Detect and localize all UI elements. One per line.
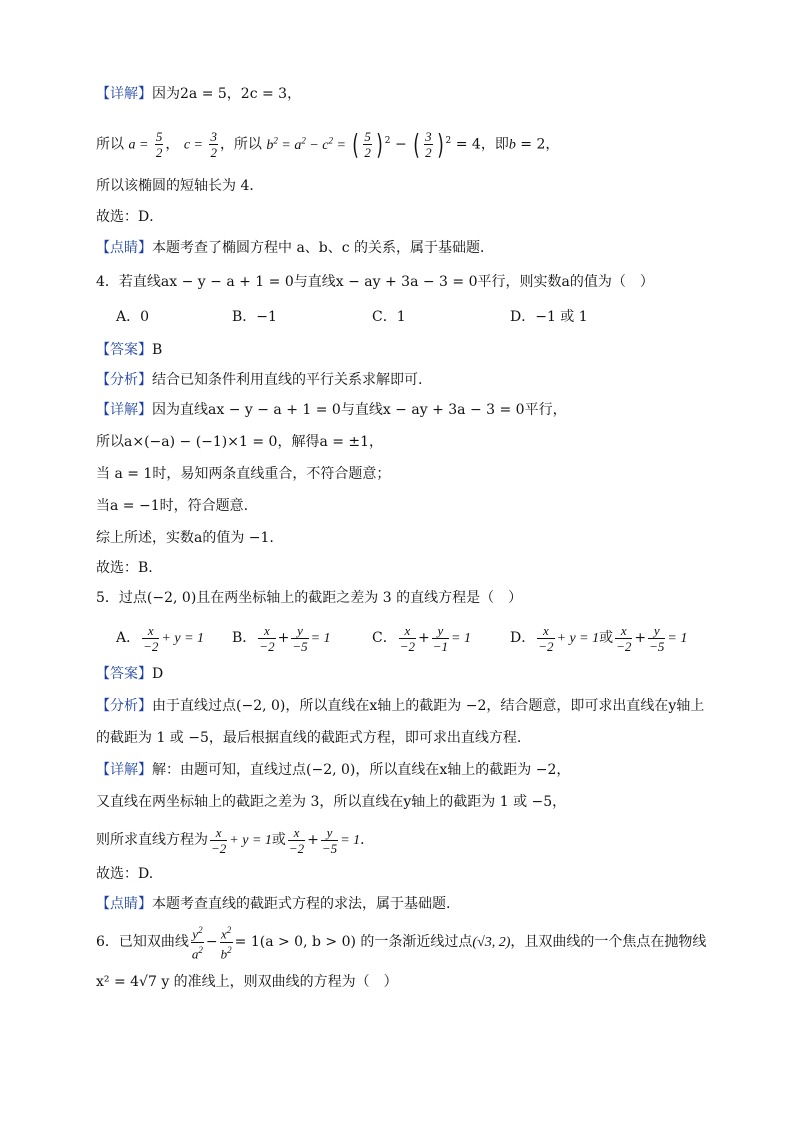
detail-label: 【详解】 <box>96 86 152 102</box>
q5-analysis-line1 <box>96 696 704 716</box>
q3-calc-line: 所以 a = $\frac{5}{2}$ ， c = $\frac{3}{2}$ ，所以 $b^2 = a^2 - c^2$ = ( $\frac{5}{2}$ ) $^2$ − ( $\frac{3}{2}$ ) $^2$ = 4，即b = 2， <box>96 127 560 161</box>
q5-option-c-letter: C． <box>372 630 397 646</box>
frac-x-neg2: $\frac{x}{-2}$ <box>259 622 275 654</box>
answer-label: 【答案】 <box>96 666 152 682</box>
q4-detail-text: 因为直线ax − y − a + 1 = 0与直线x − ay + 3a − 3 = 0平行， <box>152 402 567 418</box>
paren-left2: ( <box>413 127 420 161</box>
comment-label: 【点睛】 <box>96 240 152 256</box>
q5-option-b-letter: B． <box>232 630 257 646</box>
q4-answer: B <box>152 342 163 358</box>
q6-line1: 6．已知双曲线 $\frac{y^2}{a^2}$ − $\frac{x^2}{b^2}$ = 1(a > 0, b > 0) 的一条渐近线过点(√3, 2)，且双曲线的一个焦点在抛物线 <box>96 925 707 961</box>
frac-3-2b: $\frac{3}{2}$ <box>425 129 432 161</box>
frac-x-neg2: $\frac{x}{-2}$ <box>399 622 415 654</box>
frac-5-2b: $\frac{5}{2}$ <box>364 129 371 161</box>
q4-option-a: A．0 <box>116 309 150 325</box>
q5-line4: 故选：D. <box>96 866 154 882</box>
q5-option-b: B． $\frac{x}{-2}$ + $\frac{y}{-5}$ = 1 <box>232 622 331 654</box>
q3-line4: 故选：D． <box>96 209 164 225</box>
q5-analysis-text1: 由于直线过点(−2, 0)，所以直线在x轴上的截距为 −2，结合题意，即可求出直线在y轴上 <box>152 698 705 714</box>
frac-x-neg2: $\frac{x}{-2}$ <box>538 622 554 654</box>
frac-x-neg2: $\frac{x}{-2}$ <box>211 824 227 856</box>
q5-comment-text: 本题考查直线的截距式方程的求法，属于基础题. <box>152 896 451 912</box>
frac-y-neg1: $\frac{y}{-1}$ <box>432 622 449 654</box>
detail-label: 【详解】 <box>96 762 152 778</box>
math-b2-expr: $b^2 = a^2 - c^2$ = <box>266 135 346 153</box>
q6-mid: = 1(a > 0, b > 0) 的一条渐近线过点 <box>234 934 473 950</box>
q4-answer-line <box>96 340 162 360</box>
q4-detail-line <box>96 400 567 420</box>
q6-prefix: 6．已知双曲线 <box>96 934 189 950</box>
q5-answer-line <box>96 664 163 684</box>
comment-label: 【点睛】 <box>96 896 152 912</box>
q4-line6: 故选：B. <box>96 560 153 576</box>
frac-x-neg2: $\frac{x}{-2}$ <box>143 622 159 654</box>
frac-y2-a2: $\frac{y^2}{a^2}$ <box>191 925 203 961</box>
text-so: 所以 <box>96 136 124 153</box>
frac-5-2: $\frac{5}{2}$ <box>155 129 163 161</box>
answer-label: 【答案】 <box>96 342 152 358</box>
frac-y-neg5: $\frac{y}{-5}$ <box>649 622 665 654</box>
q5-line2: 又直线在两坐标轴上的截距之差为 3，所以直线在y轴上的截距为 1 或 −5， <box>96 794 567 810</box>
q4-option-b: B．−1 <box>232 309 277 325</box>
q6-line2: x² = 4√7 y 的准线上，则双曲线的方程为（ ） <box>96 974 398 990</box>
q3-detail-line <box>96 84 301 104</box>
frac-y-neg5: $\frac{y}{-5}$ <box>321 824 338 856</box>
math-c-eq: c = <box>183 137 203 153</box>
q3-line3: 所以该椭圆的短轴长为 4． <box>96 178 264 194</box>
paren-right2: ) <box>436 127 444 161</box>
q5-analysis-line2: 的截距为 1 或 −5，最后根据直线的截距式方程，即可求出直线方程. <box>96 730 522 746</box>
q3-detail-text: 因为2a = 5，2c = 3， <box>152 86 302 102</box>
q3-comment-text: 本题考查了椭圆方程中 a、b、c 的关系，属于基础题． <box>152 240 495 256</box>
q4-line2: 所以a×(−a) − (−1)×1 = 0，解得a = ±1， <box>96 434 384 450</box>
q5-comment-line <box>96 894 450 914</box>
q5-detail-text: 解：由题可知，直线过点(−2, 0)，所以直线在x轴上的截距为 −2， <box>152 762 571 778</box>
text-or: 或 <box>271 832 286 848</box>
q5-option-d: D． $\frac{x}{-2}$ + y = 1或 $\frac{x}{-2}$ + $\frac{y}{-5}$ = 1 <box>510 622 688 654</box>
frac-x-neg2: $\frac{x}{-2}$ <box>288 824 305 856</box>
q3-comment-line <box>96 238 494 258</box>
q4-analysis-line <box>96 370 422 390</box>
math-b-eq: b <box>508 137 516 153</box>
detail-label: 【详解】 <box>96 402 152 418</box>
q5-option-a-letter: A． <box>116 630 141 646</box>
text-so2: ，所以 <box>219 136 262 153</box>
text-or: 或 <box>599 630 614 646</box>
q4-analysis-text: 结合已知条件利用直线的平行关系求解即可. <box>152 372 423 388</box>
analysis-label: 【分析】 <box>96 698 152 714</box>
q4-option-d: D．−1 或 1 <box>510 309 588 325</box>
paren-left: ( <box>352 127 360 161</box>
q4-line3: 当 a = 1时，易知两条直线重合，不符合题意； <box>96 466 391 482</box>
q5-option-c: C． $\frac{x}{-2}$ + $\frac{y}{-1}$ = 1 <box>372 622 471 654</box>
math-a-eq: a = <box>128 137 149 153</box>
q5-line3-prefix: 则所求直线方程为 <box>96 832 208 848</box>
q5-line3: 则所求直线方程为 $\frac{x}{-2}$ + y = 1或 $\frac{x}{-2}$ + $\frac{y}{-5}$ = 1． <box>96 824 375 856</box>
frac-3-2: $\frac{3}{2}$ <box>210 129 217 161</box>
q4-stem: 4．若直线ax − y − a + 1 = 0与直线x − ay + 3a − 3 = 0平行，则实数a的值为（ ） <box>96 274 654 290</box>
q5-detail-line <box>96 760 570 780</box>
q4-line5: 综上所述，实数a的值为 −1. <box>96 530 274 546</box>
paren-right: ) <box>376 127 383 161</box>
q4-line4: 当a = −1时，符合题意. <box>96 498 249 514</box>
q4-option-c: C．1 <box>372 309 406 325</box>
q6-point: (√3, 2) <box>472 935 511 950</box>
q5-stem: 5．过点(−2, 0)且在两坐标轴上的截距之差为 3 的直线方程是（ ） <box>96 590 523 606</box>
q5-answer: D <box>152 666 164 682</box>
frac-x-neg2: $\frac{x}{-2}$ <box>616 622 632 654</box>
frac-x2-b2: $\frac{x^2}{b^2}$ <box>220 925 232 961</box>
q6-suffix: ，且双曲线的一个焦点在抛物线 <box>510 934 707 950</box>
q5-option-d-letter: D． <box>510 630 536 646</box>
q5-option-a: A． $\frac{x}{-2}$ + y = 1 <box>116 622 205 654</box>
analysis-label: 【分析】 <box>96 372 152 388</box>
text-ie: ，即 <box>480 136 509 153</box>
frac-y-neg5: $\frac{y}{-5}$ <box>292 622 308 654</box>
